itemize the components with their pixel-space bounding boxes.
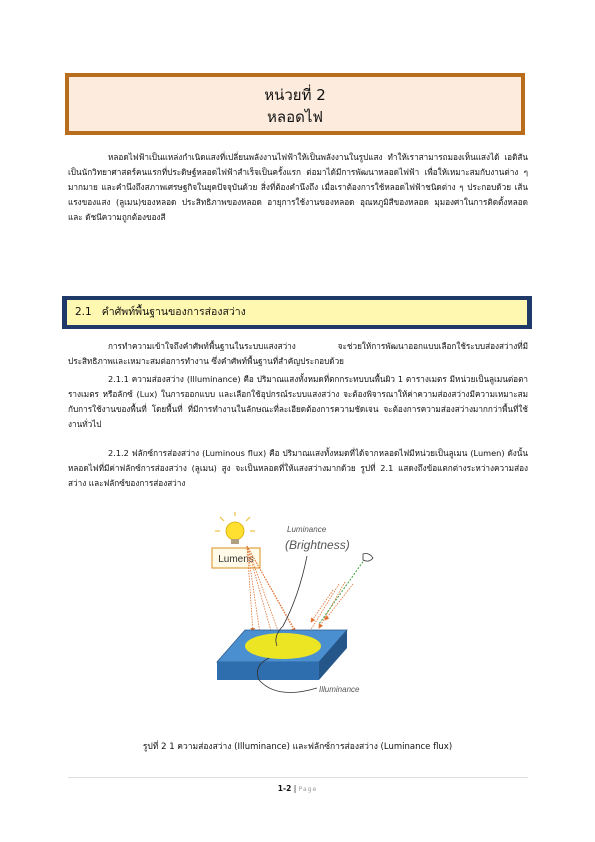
sight-line [319,556,367,624]
brightness-label: (Brightness) [285,538,350,552]
section-heading-inner [67,300,527,325]
footer-divider [68,777,528,778]
illuminance-paragraph: 2.1.1 ความส่องสว่าง (Illuminance) คือ ปริมาณแสงทั้งหมดที่ตกกระทบบนพื้นผิว 1 ตารางเมตร มีหน่วยเป็นลูเมนต่อตารางเมตร หรือลักซ์ (Lux) ในการออกแบบ และเลือกใช้อุปกรณ์ระบบแสงสว่าง จะต้องพิจารณาให้ค่าความส่องสว่างมีความเหมาะสม กับการใช้งานของพื้นที่ โดยพื้นที่ ที่มีการทำงานในลักษณะที่ละเอียดต้องการความชัดเจน จะต้องการความส่องสว่างมากกว่าพื้นที่ใช้งานทั่วไป [68,374,528,429]
section-intro-paragraph: การทำความเข้าใจถึงคำศัพท์พื้นฐานในระบบแสงสว่าง จะช่วยให้การพัฒนาออกแบบเลือกใช้ระบบส่องสว่างที่มีประสิทธิภาพและเหมาะสมต่อการทำงาน ซึ่งคำศัพท์พื้นฐานที่สำคัญประกอบด้วย [68,341,528,366]
light-bulb-icon [215,512,255,544]
unit-title-box [65,73,525,135]
luminance-label: Luminance [287,525,327,534]
eye-icon [363,554,373,562]
illuminated-area [245,633,321,659]
section-heading [62,296,532,329]
section-number: 2.1 [75,306,92,318]
illuminance-flux-figure [207,512,379,722]
figure-caption: รูปที่ 2 1 ความส่องสว่าง (Illuminance) และฟลักซ์การส่องสว่าง (Luminance flux) [142,742,453,752]
illuminance-label: Illuminance [319,685,360,694]
surface-front [217,662,319,680]
luminous-flux-paragraph: 2.1.2 ฟลักซ์การส่องสว่าง (Luminous flux) คือ ปริมาณแสงทั้งหมดที่ได้จากหลอดไฟมีหน่วยเป็นลูเมน (Lumen) ดังนั้นหลอดไฟที่มีค่าฟลักซ์การส่องสว่าง (ลูเมน) สูง จะเป็นหลอดที่ให้แสงสว่างมากด้วย รูปที่ 2.1 แสดงถึงข้อแตกต่างระหว่างความส่องสว่าง และฟลักซ์ของการส่องสว่าง [68,448,528,488]
unit-title: หลอดไฟ [267,108,323,126]
unit-number: หน่วยที่ 2 [264,86,326,104]
intro-paragraph: หลอดไฟฟ้าเป็นแหล่งกำเนิดแสงที่เปลี่ยนพลังงานไฟฟ้าให้เป็นพลังงานในรูปแสง ทำให้เราสามารถมองเห็นแสงได้ เอดิสัน เป็นนักวิทยาศาสตร์คนแรกที่ประดิษฐ์หลอดไฟฟ้าสำเร็จเป็นครั้งแรก ต่อมาได้มีการพัฒนาหลอดไฟฟ้า เพื่อให้เหมาะสมกับงานต่าง ๆ มากมาย และคำนึงถึงสภาพเศรษฐกิจในยุคปัจจุบันด้วย สิ่งที่ต้องคำนึงถึง เมื่อเราต้องการใช้หลอดไฟฟ้าชนิดต่าง ๆ ประกอบด้วย เส้นแรงของแสง (ลูเมน)ของหลอด ประสิทธิภาพของหลอด อายุการใช้งานของหลอด อุณหภูมิสีของหลอด มุมองศาในการติดตั้งหลอด และ ดัชนีความถูกต้องของสี [68,152,528,222]
section-title: คำศัพท์พื้นฐานของการส่องสว่าง [101,306,246,318]
page-footer [0,784,595,793]
lumens-label: Lumens [218,554,254,565]
page-word: Page [298,786,318,793]
footer-separator: | [293,784,297,793]
page-number: 1-2 [277,784,292,793]
